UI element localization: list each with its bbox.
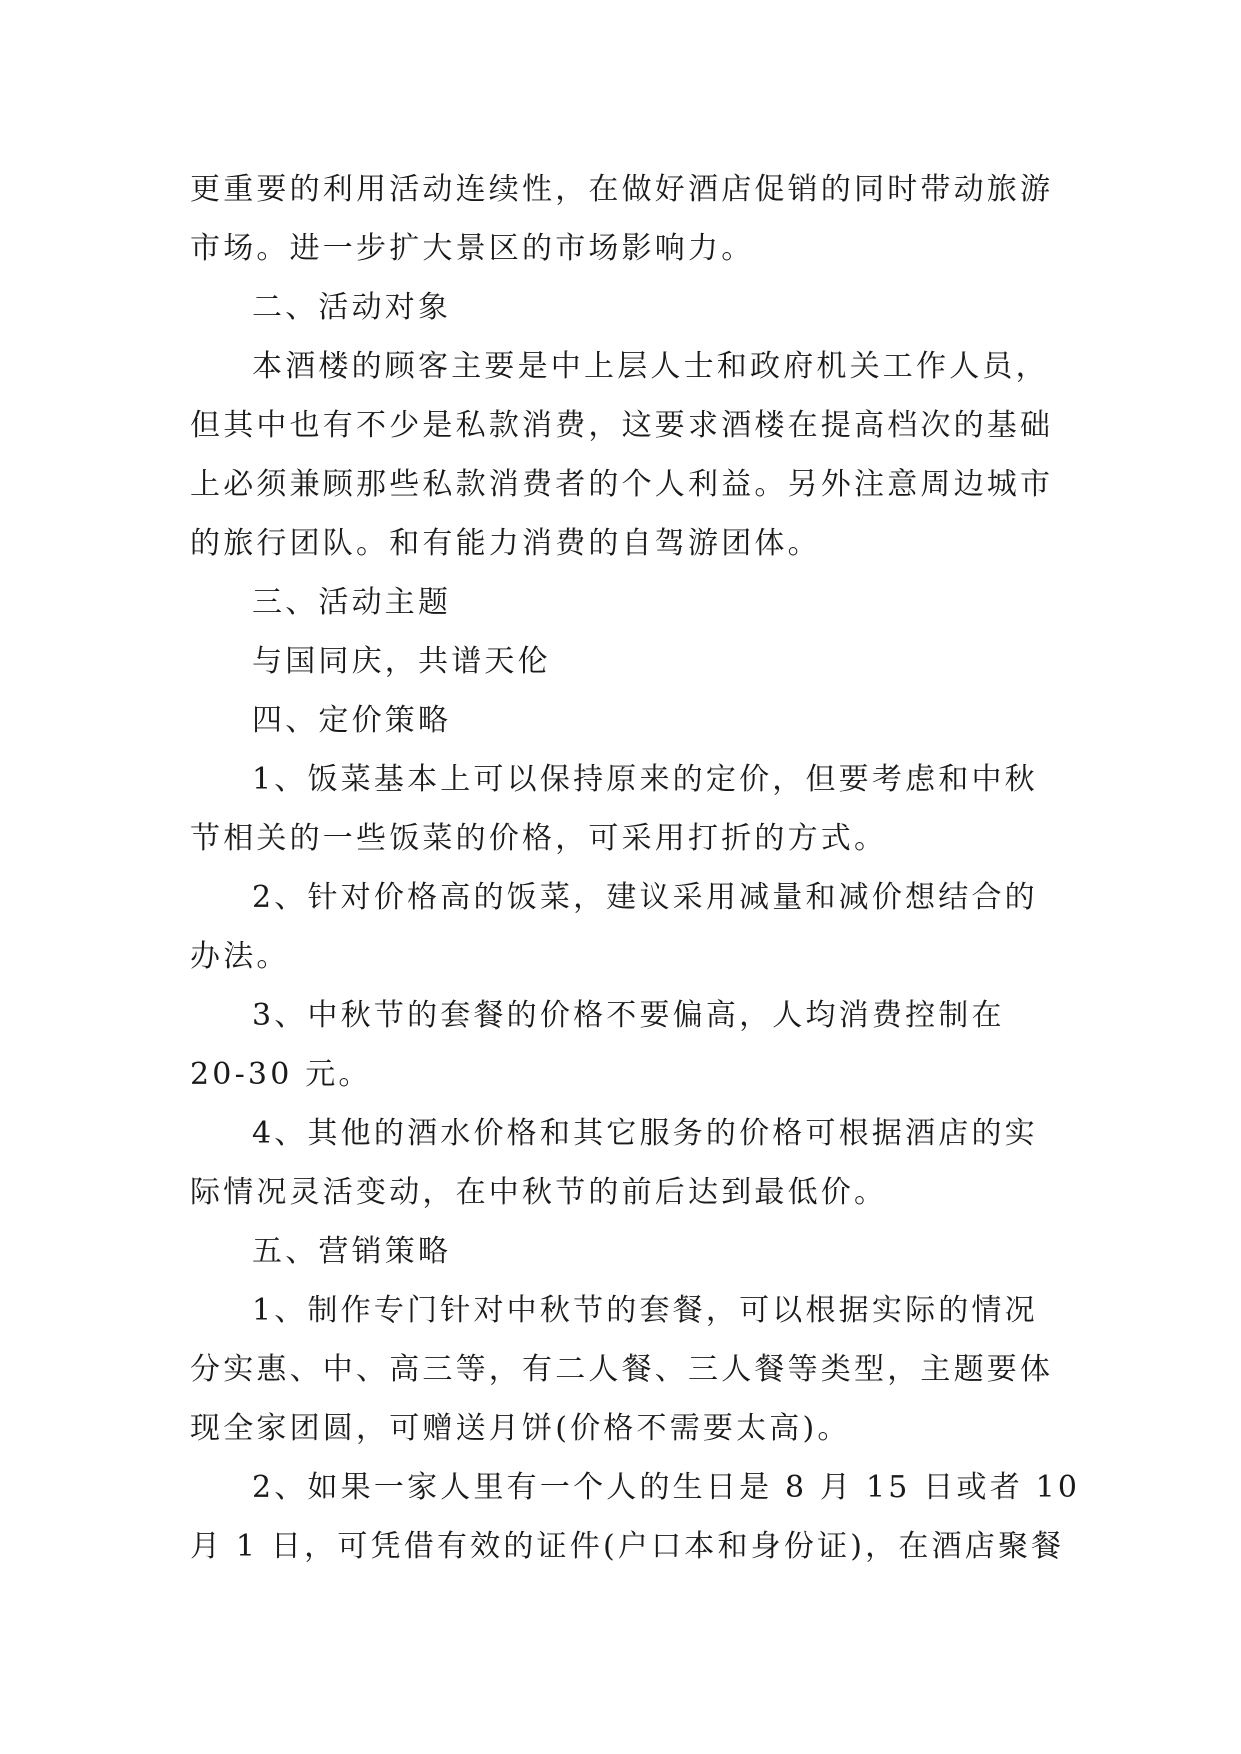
text-line: 四、定价策略 — [252, 703, 452, 738]
text-line: 2、如果一家人里有一个人的生日是 8 月 15 日或者 10 — [252, 1470, 1081, 1505]
text-line: 二、活动对象 — [252, 290, 452, 325]
text-line: 本酒楼的顾客主要是中上层人士和政府机关工作人员， — [252, 349, 1049, 384]
text-line: 2、针对价格高的饭菜，建议采用减量和减价想结合的 — [252, 880, 1038, 915]
text-line: 但其中也有不少是私款消费，这要求酒楼在提高档次的基础 — [190, 408, 1054, 443]
text-line: 现全家团圆，可赠送月饼(价格不需要太高)。 — [190, 1411, 851, 1446]
text-line: 月 1 日，可凭借有效的证件(户口本和身份证)，在酒店聚餐 — [190, 1529, 1065, 1564]
text-line: 节相关的一些饭菜的价格，可采用打折的方式。 — [190, 821, 888, 856]
text-line: 3、中秋节的套餐的价格不要偏高，人均消费控制在 — [252, 998, 1005, 1033]
text-line: 20-30 元。 — [190, 1057, 372, 1092]
text-line: 五、营销策略 — [252, 1234, 452, 1269]
text-line: 办法。 — [190, 939, 290, 974]
text-line: 上必须兼顾那些私款消费者的个人利益。另外注意周边城市 — [190, 467, 1054, 502]
text-line: 4、其他的酒水价格和其它服务的价格可根据酒店的实 — [252, 1116, 1038, 1151]
text-line: 1、饭菜基本上可以保持原来的定价，但要考虑和中秋 — [252, 762, 1038, 797]
text-line: 际情况灵活变动，在中秋节的前后达到最低价。 — [190, 1175, 888, 1210]
text-line: 1、制作专门针对中秋节的套餐，可以根据实际的情况 — [252, 1293, 1038, 1328]
text-line: 的旅行团队。和有能力消费的自驾游团体。 — [190, 526, 821, 561]
text-line: 更重要的利用活动连续性，在做好酒店促销的同时带动旅游 — [190, 172, 1054, 207]
text-line: 与国同庆，共谱天伦 — [252, 644, 551, 679]
text-line: 三、活动主题 — [252, 585, 452, 620]
text-line: 分实惠、中、高三等，有二人餐、三人餐等类型，主题要体 — [190, 1352, 1054, 1387]
document-body — [190, 160, 1081, 1576]
text-line: 市场。进一步扩大景区的市场影响力。 — [190, 231, 755, 266]
